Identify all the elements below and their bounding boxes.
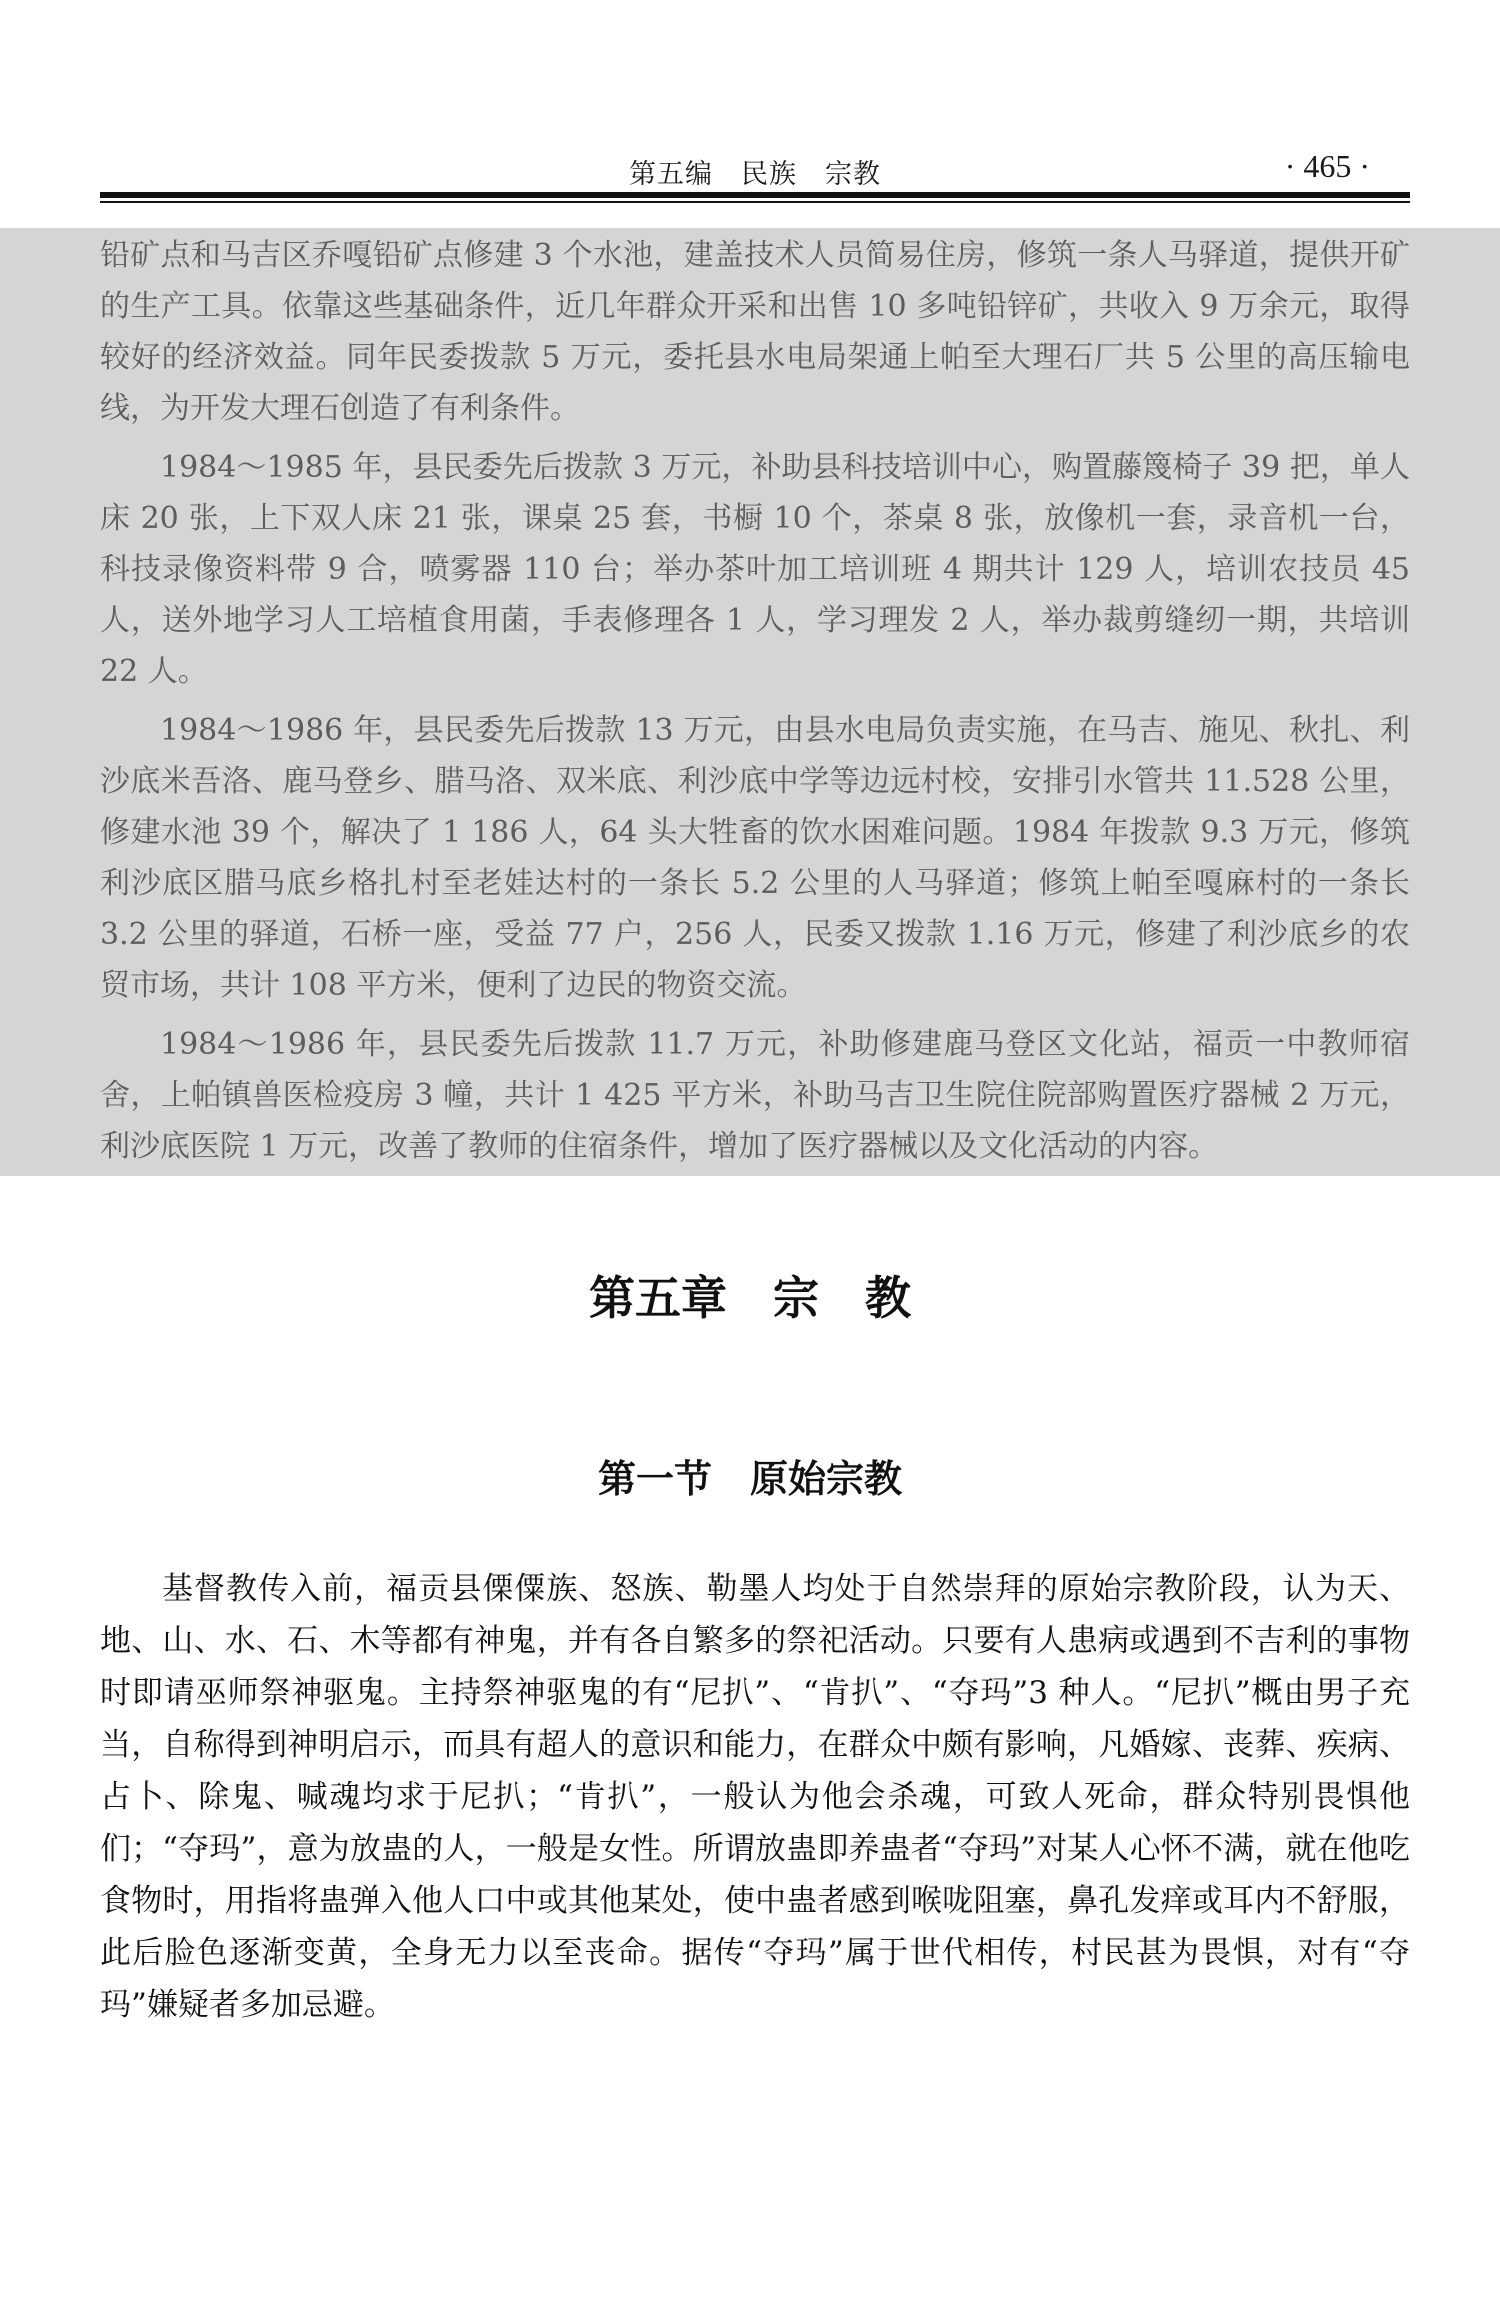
header-rule-thin xyxy=(100,201,1410,203)
paragraph: 1984～1985 年，县民委先后拨款 3 万元，补助县科技培训中心，购置藤篾椅子 39 把，单人床 20 张，上下双人床 21 张，课桌 25 套，书橱 10 个，茶桌 8 张，放像机一套，录音机一台，科技录像资料带 9 合，喷雾器 110 台；举办茶叶加工培训班 4 期共计 129 人，培训农技员 45 人，送外地学习人工培植食用菌，手表修理各 1 人，学习理发 2 人，举办裁剪缝纫一期，共培训 22 人。 xyxy=(100,450,1410,689)
paragraph: 1984～1986 年，县民委先后拨款 11.7 万元，补助修建鹿马登区文化站，福贡一中教师宿舍，上帕镇兽医检疫房 3 幢，共计 1 425 平方米，补助马吉卫生院住院部购置医疗器械 2 万元，利沙底医院 1 万元，改善了教师的住宿条件，增加了医疗器械以及文化活动的内容。 xyxy=(100,1027,1410,1164)
paragraph: 基督教传入前，福贡县傈僳族、怒族、勒墨人均处于自然崇拜的原始宗教阶段，认为天、地、山、水、石、木等都有神鬼，并有各自繁多的祭祀活动。只要有人患病或遇到不吉利的事物时即请巫师祭神驱鬼。主持祭神驱鬼的有“尼扒”、“肯扒”、“夺玛”3 种人。“尼扒”概由男子充当，自称得到神明启示，而具有超人的意识和能力，在群众中颇有影响，凡婚嫁、丧葬、疾病、占卜、除鬼、喊魂均求于尼扒；“肯扒”，一般认为他会杀魂，可致人死命，群众特别畏惧他们；“夺玛”，意为放蛊的人，一般是女性。所谓放蛊即养蛊者“夺玛”对某人心怀不满，就在他吃食物时，用指将蛊弹入他人口中或其他某处，使中蛊者感到喉咙阻塞，鼻孔发痒或耳内不舒服，此后脸色逐渐变黄，全身无力以至丧命。据传“夺玛”属于世代相传，村民甚为畏惧，对有“夺玛”嫌疑者多加忌避。 xyxy=(100,1571,1410,2023)
chapter-title: 第五章 宗 教 xyxy=(589,1271,911,1325)
body-text xyxy=(100,1563,1410,2031)
page-header xyxy=(100,140,1410,190)
paragraph: 1984～1986 年，县民委先后拨款 13 万元，由县水电局负责实施，在马吉、施见、秋扎、利沙底米吾洛、鹿马登乡、腊马洛、双米底、利沙底中学等边远村校，安排引水管共 11.528 公里，修建水池 39 个，解决了 1 186 人，64 头大牲畜的饮水困难问题。1984 年拨款 9.3 万元，修筑利沙底区腊马底乡格扎村至老娃达村的一条长 5.2 公里的人马驿道；修筑上帕至嘎麻村的一条长 3.2 公里的驿道，石桥一座，受益 77 户，256 人，民委又拨款 1.16 万元，修建了利沙底乡的农贸市场，共计 108 平方米，便利了边民的物资交流。 xyxy=(100,713,1410,1003)
running-head: 第五编 民族 宗教 xyxy=(629,159,881,190)
section-title: 第一节 原始宗教 xyxy=(597,1456,902,1501)
continued-text-block xyxy=(100,230,1410,1180)
header-rule xyxy=(100,192,1410,198)
page-number: · 465 · xyxy=(1284,148,1370,184)
paragraph: 铅矿点和马吉区乔嘎铅矿点修建 3 个水池，建盖技术人员简易住房，修筑一条人马驿道，提供开矿的生产工具。依靠这些基础条件，近几年群众开采和出售 10 多吨铅锌矿，共收入 9 万余元，取得较好的经济效益。同年民委拨款 5 万元，委托县水电局架通上帕至大理石厂共 5 公里的高压输电线，为开发大理石创造了有利条件。 xyxy=(100,238,1410,426)
